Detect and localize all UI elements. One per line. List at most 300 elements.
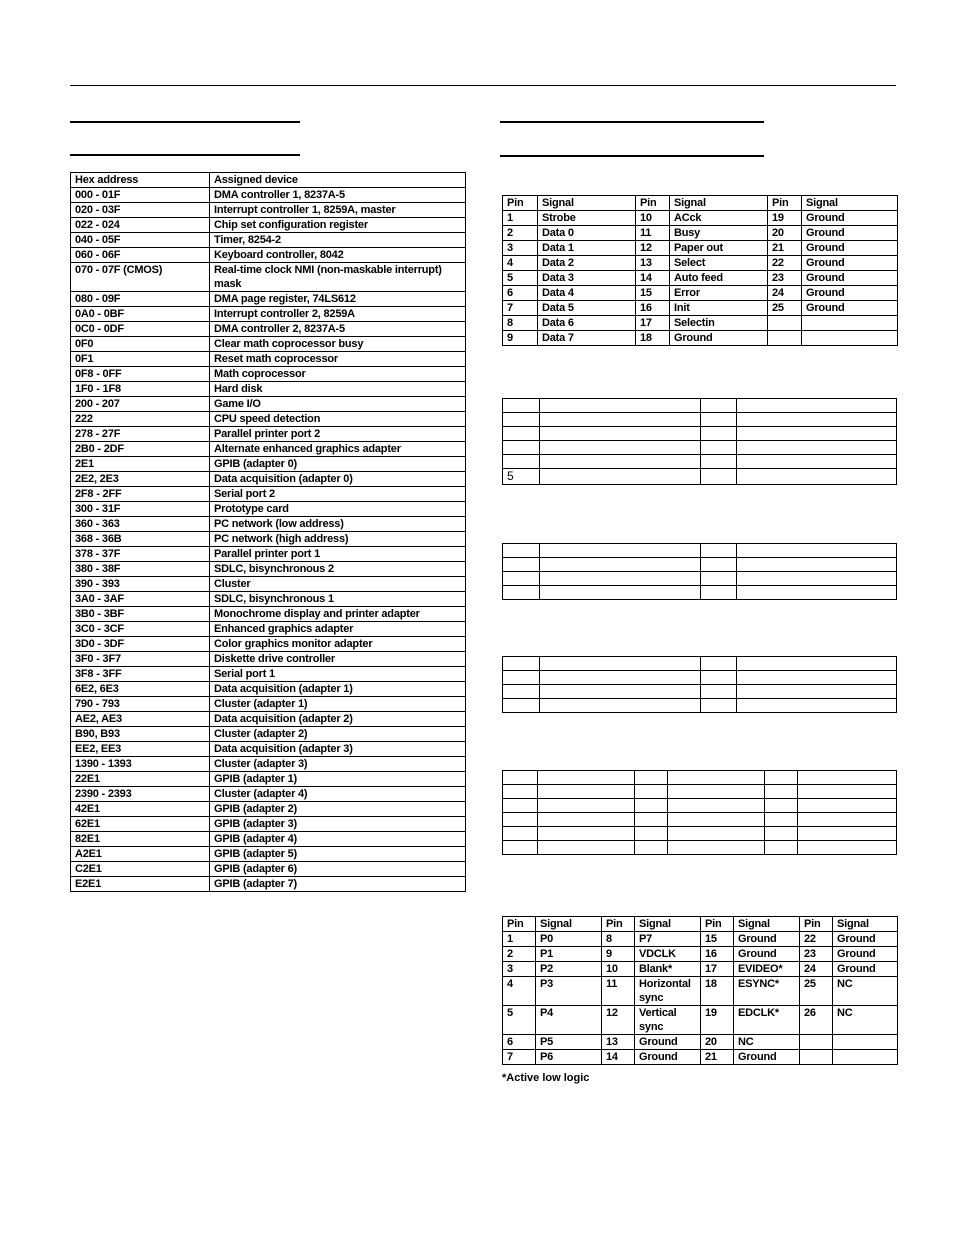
table-cell: 12 [602, 1006, 635, 1035]
table-cell: SDLC, bisynchronous 1 [210, 592, 466, 607]
table-cell: 17 [701, 962, 734, 977]
table-cell: 22 [800, 932, 833, 947]
table-cell: 0C0 - 0DF [71, 322, 210, 337]
table-row [503, 413, 897, 427]
table-row [71, 472, 466, 487]
table-row [71, 248, 466, 263]
table-cell: A2E1 [71, 847, 210, 862]
empty-pin-table-1 [502, 398, 897, 485]
column-header: Signal [538, 196, 636, 211]
table-cell: 15 [701, 932, 734, 947]
table-cell: Diskette drive controller [210, 652, 466, 667]
table-cell: Paper out [670, 241, 768, 256]
table-cell: Init [670, 301, 768, 316]
table-cell: Timer, 8254-2 [210, 233, 466, 248]
empty-pin-table-4 [502, 770, 897, 855]
column-header: Hex address [71, 173, 210, 188]
table-header-row [71, 173, 466, 188]
table-row [71, 682, 466, 697]
table-row [503, 977, 898, 1006]
table-cell: Ground [802, 241, 898, 256]
column-header: Pin [768, 196, 802, 211]
table-cell [802, 331, 898, 346]
table-row [71, 622, 466, 637]
table-row [503, 841, 897, 855]
table-row [503, 427, 897, 441]
table-cell: Ground [833, 962, 898, 977]
table-cell: DMA controller 1, 8237A-5 [210, 188, 466, 203]
table-cell: 22E1 [71, 772, 210, 787]
table-cell: 368 - 36B [71, 532, 210, 547]
table-cell: 16 [636, 301, 670, 316]
table-row [503, 544, 897, 558]
table-cell: GPIB (adapter 5) [210, 847, 466, 862]
table-cell: Game I/O [210, 397, 466, 412]
table-header-row [503, 917, 898, 932]
table-cell: Ground [635, 1050, 701, 1065]
table-cell: P2 [536, 962, 602, 977]
table-cell: Data acquisition (adapter 2) [210, 712, 466, 727]
table-cell: AE2, AE3 [71, 712, 210, 727]
table-row [71, 352, 466, 367]
table-cell: 1 [503, 932, 536, 947]
right-heading-line-1 [500, 121, 764, 123]
table-row [71, 772, 466, 787]
table-cell: Enhanced graphics adapter [210, 622, 466, 637]
table-cell: SDLC, bisynchronous 2 [210, 562, 466, 577]
table-cell: 7 [503, 1050, 536, 1065]
table-cell: Ground [802, 226, 898, 241]
table-row [503, 657, 897, 671]
table-row [71, 532, 466, 547]
table-cell: 24 [800, 962, 833, 977]
table-cell: Hard disk [210, 382, 466, 397]
table-row [71, 502, 466, 517]
table-cell: 13 [636, 256, 670, 271]
table-cell: Interrupt controller 1, 8259A, master [210, 203, 466, 218]
table-row [503, 685, 897, 699]
table-row [71, 607, 466, 622]
table-row [71, 412, 466, 427]
table-row [503, 241, 898, 256]
left-heading-line-2 [70, 154, 300, 156]
table-cell: 16 [701, 947, 734, 962]
table-cell: NC [833, 977, 898, 1006]
table-cell: 3F8 - 3FF [71, 667, 210, 682]
table-cell: 0A0 - 0BF [71, 307, 210, 322]
table-cell: Reset math coprocessor [210, 352, 466, 367]
table-cell: 21 [768, 241, 802, 256]
table-cell: 3 [503, 962, 536, 977]
table-cell: Cluster [210, 577, 466, 592]
table-cell: 0F8 - 0FF [71, 367, 210, 382]
table-row [503, 211, 898, 226]
table-header-row [503, 196, 898, 211]
table-cell: Horizontal sync [635, 977, 701, 1006]
table-cell: Data 4 [538, 286, 636, 301]
table-row [71, 517, 466, 532]
table-cell [768, 316, 802, 331]
table-cell: 060 - 06F [71, 248, 210, 263]
table-cell: Parallel printer port 1 [210, 547, 466, 562]
table-cell: Interrupt controller 2, 8259A [210, 307, 466, 322]
table-cell: 9 [602, 947, 635, 962]
table-row [503, 286, 898, 301]
parallel-port-pin-table [502, 195, 898, 346]
table-cell: Ground [734, 1050, 800, 1065]
table-row [503, 572, 897, 586]
table-cell: PC network (high address) [210, 532, 466, 547]
table-cell: 13 [602, 1035, 635, 1050]
table-row [71, 712, 466, 727]
table-cell: Data acquisition (adapter 1) [210, 682, 466, 697]
table-row [71, 487, 466, 502]
table-cell: Cluster (adapter 3) [210, 757, 466, 772]
table-cell: 070 - 07F (CMOS) [71, 263, 210, 292]
table-cell: GPIB (adapter 4) [210, 832, 466, 847]
feature-connector-pin-table [502, 916, 898, 1065]
table-cell: 23 [768, 271, 802, 286]
table-cell: 26 [800, 1006, 833, 1035]
table-cell: P0 [536, 932, 602, 947]
table-cell: PC network (low address) [210, 517, 466, 532]
table-cell: 380 - 38F [71, 562, 210, 577]
table-row [503, 256, 898, 271]
table-cell: 1F0 - 1F8 [71, 382, 210, 397]
table-cell: 5 [503, 271, 538, 286]
table-cell: GPIB (adapter 6) [210, 862, 466, 877]
table-cell: Data 5 [538, 301, 636, 316]
table-row [71, 397, 466, 412]
column-header: Pin [636, 196, 670, 211]
table-cell: Ground [833, 932, 898, 947]
table-cell: 7 [503, 301, 538, 316]
footnote: *Active low logic [502, 1072, 590, 1084]
table-cell: 3D0 - 3DF [71, 637, 210, 652]
table-cell: 3B0 - 3BF [71, 607, 210, 622]
table-cell: 0F0 [71, 337, 210, 352]
table-cell: 14 [636, 271, 670, 286]
table-row [503, 799, 897, 813]
table-cell: Ground [802, 286, 898, 301]
table-cell: 2390 - 2393 [71, 787, 210, 802]
table-row [71, 203, 466, 218]
table-row [503, 1006, 898, 1035]
table-cell: Data acquisition (adapter 3) [210, 742, 466, 757]
table-cell: 2E2, 2E3 [71, 472, 210, 487]
table-cell: 300 - 31F [71, 502, 210, 517]
table-row [71, 592, 466, 607]
table-cell: Ground [734, 947, 800, 962]
table-row [503, 932, 898, 947]
table-cell [833, 1035, 898, 1050]
table-cell: GPIB (adapter 0) [210, 457, 466, 472]
table-row [71, 442, 466, 457]
table-row [71, 218, 466, 233]
table-cell: P1 [536, 947, 602, 962]
column-header: Pin [701, 917, 734, 932]
table-row [71, 802, 466, 817]
table-cell [800, 1035, 833, 1050]
table-row [503, 827, 897, 841]
table-row [503, 226, 898, 241]
table-cell: ACck [670, 211, 768, 226]
table-row [71, 847, 466, 862]
table-row [503, 399, 897, 413]
table-cell: Ground [635, 1035, 701, 1050]
table-cell: 62E1 [71, 817, 210, 832]
table-cell: 3F0 - 3F7 [71, 652, 210, 667]
table-row [503, 1050, 898, 1065]
column-header: Signal [670, 196, 768, 211]
table-row [503, 455, 897, 469]
column-header: Signal [734, 917, 800, 932]
table-cell: 000 - 01F [71, 188, 210, 203]
table-cell: NC [833, 1006, 898, 1035]
table-cell: Keyboard controller, 8042 [210, 248, 466, 263]
table-cell: 6 [503, 1035, 536, 1050]
table-cell: P7 [635, 932, 701, 947]
table-cell: DMA page register, 74LS612 [210, 292, 466, 307]
table-cell: Cluster (adapter 1) [210, 697, 466, 712]
table-row [71, 188, 466, 203]
table-row [71, 577, 466, 592]
table-cell: 19 [768, 211, 802, 226]
table-cell: 1390 - 1393 [71, 757, 210, 772]
io-address-table [70, 172, 466, 892]
table-cell: 2 [503, 947, 536, 962]
table-row [503, 771, 897, 785]
column-header: Pin [503, 917, 536, 932]
table-row [503, 785, 897, 799]
table-cell: P3 [536, 977, 602, 1006]
table-row [71, 832, 466, 847]
table-cell: Vertical sync [635, 1006, 701, 1035]
column-header: Signal [635, 917, 701, 932]
table-cell: 6 [503, 286, 538, 301]
table-cell: 020 - 03F [71, 203, 210, 218]
table-cell: Data 6 [538, 316, 636, 331]
table-row [71, 667, 466, 682]
table-cell: 14 [602, 1050, 635, 1065]
table-row [503, 813, 897, 827]
table-cell: 1 [503, 211, 538, 226]
table-cell: Cluster (adapter 4) [210, 787, 466, 802]
table-row [71, 427, 466, 442]
table-cell: Data 2 [538, 256, 636, 271]
table-row [71, 367, 466, 382]
table-cell: 24 [768, 286, 802, 301]
table-row [71, 562, 466, 577]
table-cell: 10 [636, 211, 670, 226]
table-row [71, 337, 466, 352]
table-cell: P6 [536, 1050, 602, 1065]
table-cell: Parallel printer port 2 [210, 427, 466, 442]
table-cell: P5 [536, 1035, 602, 1050]
table-cell: Data 1 [538, 241, 636, 256]
table-cell: Error [670, 286, 768, 301]
table-row [71, 742, 466, 757]
table-cell [768, 331, 802, 346]
table-cell: 4 [503, 256, 538, 271]
table-cell: 11 [602, 977, 635, 1006]
table-cell: 21 [701, 1050, 734, 1065]
table-cell: 82E1 [71, 832, 210, 847]
table-cell: 0F1 [71, 352, 210, 367]
table-row [71, 322, 466, 337]
table-row [71, 233, 466, 248]
table-row [71, 652, 466, 667]
column-header: Signal [833, 917, 898, 932]
table-cell: Busy [670, 226, 768, 241]
table-row [71, 727, 466, 742]
table-row [503, 558, 897, 572]
table-cell: 278 - 27F [71, 427, 210, 442]
table-cell: 3A0 - 3AF [71, 592, 210, 607]
table-cell: Ground [802, 256, 898, 271]
table-cell: Ground [734, 932, 800, 947]
table-row [71, 263, 466, 292]
table-cell: Data 3 [538, 271, 636, 286]
table-cell: Prototype card [210, 502, 466, 517]
table-cell: Blank* [635, 962, 701, 977]
table-cell: 8 [503, 316, 538, 331]
table-row [503, 962, 898, 977]
table-cell: 790 - 793 [71, 697, 210, 712]
table-cell: Serial port 2 [210, 487, 466, 502]
table-cell: 080 - 09F [71, 292, 210, 307]
table-row [71, 637, 466, 652]
table-cell: Select [670, 256, 768, 271]
table-cell: 18 [701, 977, 734, 1006]
column-header: Pin [800, 917, 833, 932]
table-cell: 4 [503, 977, 536, 1006]
table-row [71, 547, 466, 562]
table-cell: 20 [768, 226, 802, 241]
table-cell: 18 [636, 331, 670, 346]
table-cell: CPU speed detection [210, 412, 466, 427]
table-cell: Chip set configuration register [210, 218, 466, 233]
table-row [503, 316, 898, 331]
table-cell: 19 [701, 1006, 734, 1035]
table-cell: Alternate enhanced graphics adapter [210, 442, 466, 457]
table-cell: Ground [802, 211, 898, 226]
table-row [503, 947, 898, 962]
table-cell: 25 [768, 301, 802, 316]
left-heading-line-1 [70, 121, 300, 123]
right-heading-line-2 [500, 155, 764, 157]
table-row [71, 817, 466, 832]
table-cell: 040 - 05F [71, 233, 210, 248]
table-cell: 17 [636, 316, 670, 331]
table-cell: 42E1 [71, 802, 210, 817]
table-cell: Selectin [670, 316, 768, 331]
table-cell: Math coprocessor [210, 367, 466, 382]
table-cell: Monochrome display and printer adapter [210, 607, 466, 622]
table-row [503, 469, 897, 485]
table-cell: 6E2, 6E3 [71, 682, 210, 697]
table-cell: Auto feed [670, 271, 768, 286]
table-cell: Serial port 1 [210, 667, 466, 682]
table-cell: ESYNC* [734, 977, 800, 1006]
header-rule [70, 85, 896, 86]
table-cell: Real-time clock NMI (non-maskable interrupt) mask [210, 263, 466, 292]
table-cell: E2E1 [71, 877, 210, 892]
table-cell [802, 316, 898, 331]
table-cell: 9 [503, 331, 538, 346]
table-cell: 5 [503, 469, 540, 485]
table-cell: 11 [636, 226, 670, 241]
table-row [71, 787, 466, 802]
table-cell: B90, B93 [71, 727, 210, 742]
column-header: Pin [503, 196, 538, 211]
table-cell: C2E1 [71, 862, 210, 877]
table-row [71, 757, 466, 772]
table-cell: 8 [602, 932, 635, 947]
table-cell: 022 - 024 [71, 218, 210, 233]
table-cell: 3C0 - 3CF [71, 622, 210, 637]
table-cell: 20 [701, 1035, 734, 1050]
table-cell [833, 1050, 898, 1065]
table-cell: 3 [503, 241, 538, 256]
table-cell: 12 [636, 241, 670, 256]
table-cell: Cluster (adapter 2) [210, 727, 466, 742]
table-cell: Strobe [538, 211, 636, 226]
table-cell: 2F8 - 2FF [71, 487, 210, 502]
table-cell: NC [734, 1035, 800, 1050]
table-cell: Data 0 [538, 226, 636, 241]
table-cell: Data 7 [538, 331, 636, 346]
table-cell: Data acquisition (adapter 0) [210, 472, 466, 487]
table-cell [800, 1050, 833, 1065]
table-cell: DMA controller 2, 8237A-5 [210, 322, 466, 337]
table-cell: 378 - 37F [71, 547, 210, 562]
table-cell: 2 [503, 226, 538, 241]
table-row [71, 457, 466, 472]
table-cell: 222 [71, 412, 210, 427]
table-row [503, 271, 898, 286]
empty-pin-table-3 [502, 656, 897, 713]
table-cell: GPIB (adapter 2) [210, 802, 466, 817]
table-cell: Ground [670, 331, 768, 346]
table-row [503, 1035, 898, 1050]
table-cell: Clear math coprocessor busy [210, 337, 466, 352]
table-cell: 22 [768, 256, 802, 271]
table-row [71, 862, 466, 877]
column-header: Assigned device [210, 173, 466, 188]
table-row [71, 697, 466, 712]
table-cell: VDCLK [635, 947, 701, 962]
table-row [503, 331, 898, 346]
table-row [503, 301, 898, 316]
table-cell: 2B0 - 2DF [71, 442, 210, 457]
table-cell: 200 - 207 [71, 397, 210, 412]
table-cell: Ground [802, 271, 898, 286]
table-cell: P4 [536, 1006, 602, 1035]
table-cell: 2E1 [71, 457, 210, 472]
table-row [71, 307, 466, 322]
table-row [503, 671, 897, 685]
table-cell: GPIB (adapter 3) [210, 817, 466, 832]
table-cell: 5 [503, 1006, 536, 1035]
table-cell: 23 [800, 947, 833, 962]
table-cell: Color graphics monitor adapter [210, 637, 466, 652]
column-header: Pin [602, 917, 635, 932]
table-cell: 25 [800, 977, 833, 1006]
table-cell: EDCLK* [734, 1006, 800, 1035]
table-cell: GPIB (adapter 7) [210, 877, 466, 892]
column-header: Signal [802, 196, 898, 211]
